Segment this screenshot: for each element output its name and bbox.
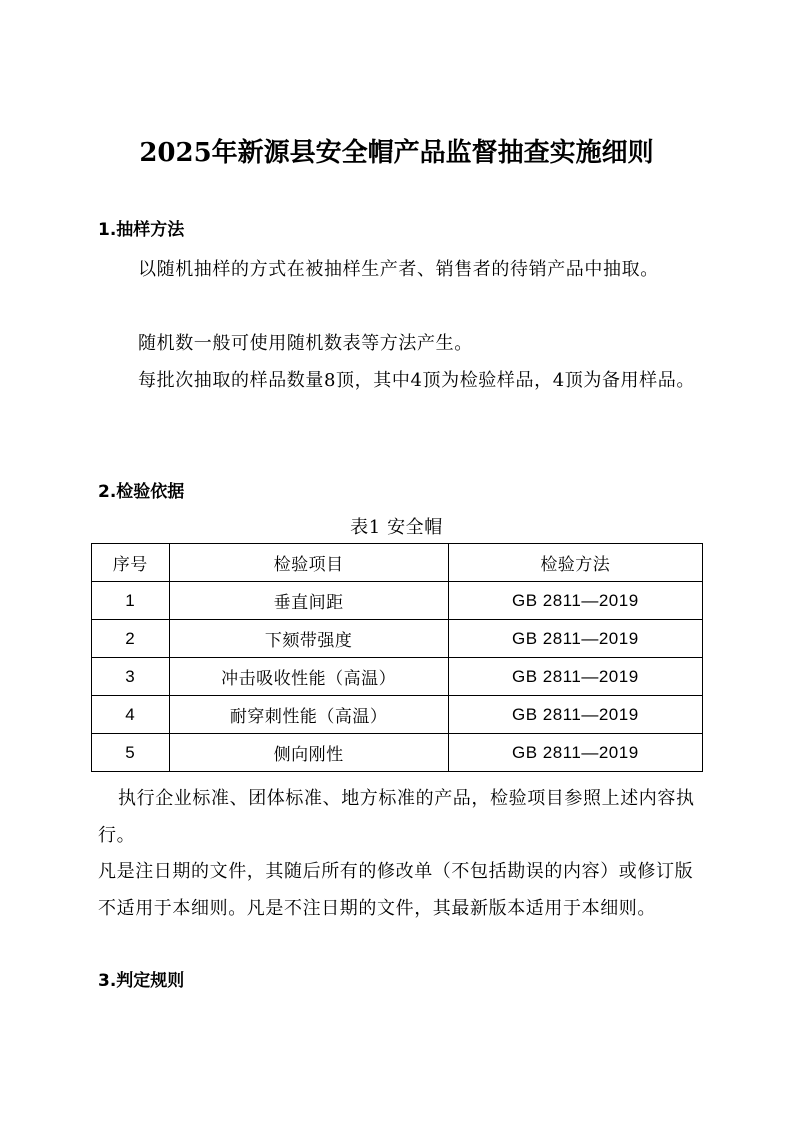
row-method: GB 2811—2019 xyxy=(448,620,702,658)
section-heading-basis: 2.检验依据 xyxy=(98,482,185,502)
row-item: 侧向刚性 xyxy=(169,734,448,772)
table-caption: 表1 安全帽 xyxy=(350,517,443,538)
paragraph-sample-quantity: 每批次抽取的样品数量8顶，其中4顶为检验样品，4顶为备用样品。 xyxy=(138,370,695,391)
row-method: GB 2811—2019 xyxy=(448,696,702,734)
paragraph-dated-documents: 凡是注日期的文件，其随后所有的修改单（不包括勘误的内容）或修订版不适用于本细则。凡是不注日期的文件，其最新版本适用于本细则。 xyxy=(98,861,694,919)
header-inspection-method: 检验方法 xyxy=(448,544,702,582)
row-item: 耐穿刺性能（高温） xyxy=(169,696,448,734)
row-number: 2 xyxy=(92,620,170,658)
section-heading-sampling: 1.抽样方法 xyxy=(98,220,185,240)
table-row xyxy=(92,582,703,620)
inspection-table xyxy=(91,543,703,772)
row-item: 下颏带强度 xyxy=(169,620,448,658)
row-method: GB 2811—2019 xyxy=(448,658,702,696)
table-row xyxy=(92,734,703,772)
table-row xyxy=(92,658,703,696)
header-serial-number: 序号 xyxy=(92,544,170,582)
page-title: 2025年新源县安全帽产品监督抽查实施细则 xyxy=(139,138,654,168)
row-item: 垂直间距 xyxy=(169,582,448,620)
row-method: GB 2811—2019 xyxy=(448,734,702,772)
table-row xyxy=(92,696,703,734)
row-number: 1 xyxy=(92,582,170,620)
table-header-row xyxy=(92,544,703,582)
section-heading-judgement: 3.判定规则 xyxy=(98,971,185,991)
header-inspection-item: 检验项目 xyxy=(169,544,448,582)
row-number: 3 xyxy=(92,658,170,696)
row-number: 5 xyxy=(92,734,170,772)
row-item: 冲击吸收性能（高温） xyxy=(169,658,448,696)
paragraph-random-number: 随机数一般可使用随机数表等方法产生。 xyxy=(138,333,473,354)
paragraph-other-standards: 执行企业标准、团体标准、地方标准的产品，检验项目参照上述内容执行。 xyxy=(98,788,695,846)
paragraph-sampling-method: 以随机抽样的方式在被抽样生产者、销售者的待销产品中抽取。 xyxy=(138,259,659,280)
row-method: GB 2811—2019 xyxy=(448,582,702,620)
row-number: 4 xyxy=(92,696,170,734)
table-row xyxy=(92,620,703,658)
